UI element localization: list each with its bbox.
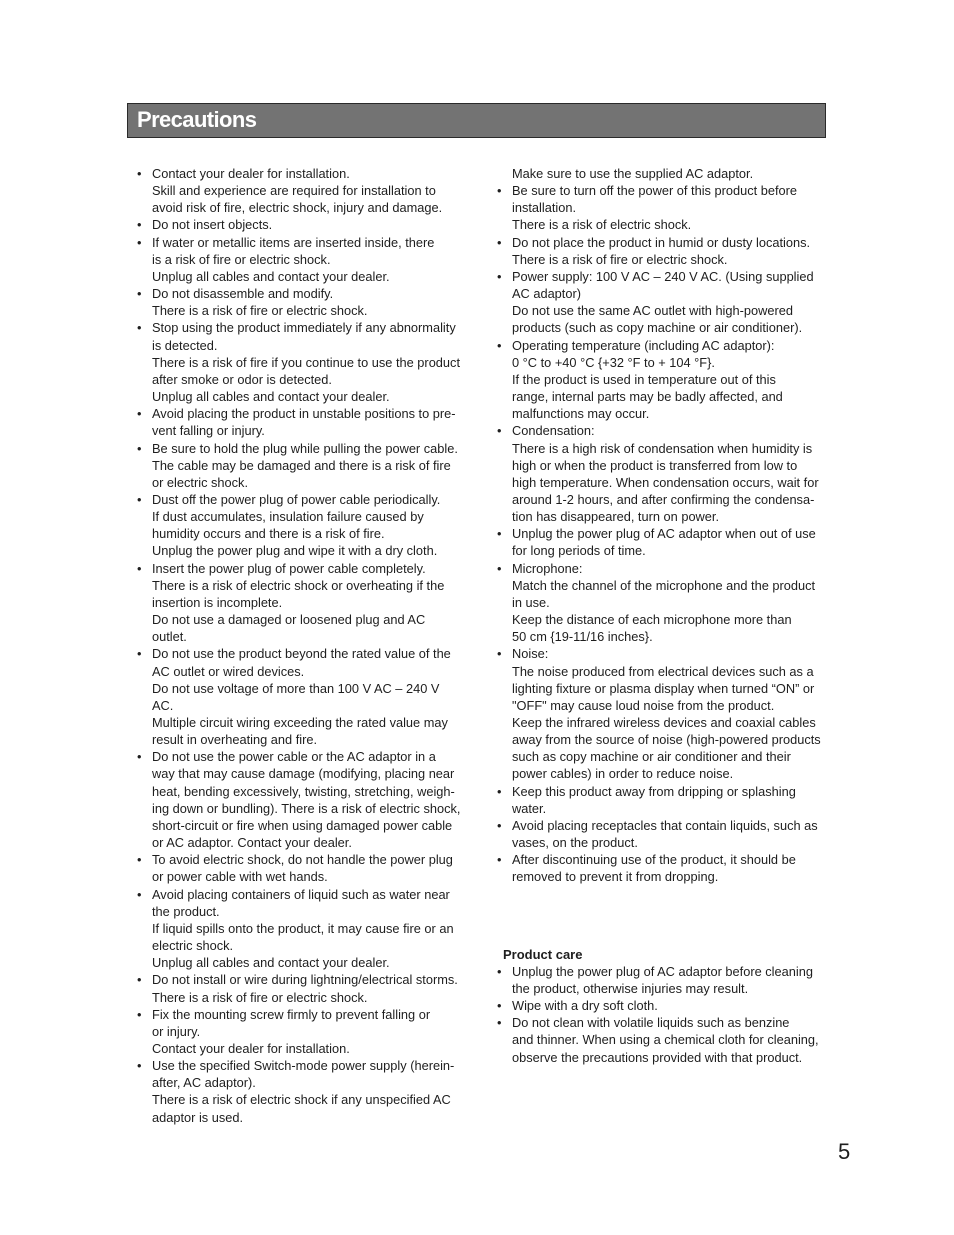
item-text-line: Be sure to hold the plug while pulling the power cable. bbox=[152, 440, 458, 456]
item-text-line: Avoid placing containers of liquid such as water near bbox=[152, 886, 450, 902]
item-text-line: Do not use a damaged or loosened plug and AC bbox=[152, 612, 426, 628]
item-text-line: After discontinuing use of the product, it should be bbox=[512, 852, 796, 868]
item-text-line: Operating temperature (including AC adaptor): bbox=[512, 337, 775, 353]
bullet: • bbox=[137, 852, 142, 868]
item-text-line: 0 °C to +40 °C {+32 °F to + 104 °F}. bbox=[512, 354, 715, 370]
item-text-line: There is a risk of electric shock if any unspecified AC bbox=[152, 1092, 451, 1108]
bullet: • bbox=[497, 423, 502, 439]
page-number: 5 bbox=[838, 1139, 851, 1164]
item-text-line: Do not use voltage of more than 100 V AC – 240 V bbox=[152, 680, 440, 696]
precaution-item bbox=[497, 234, 829, 268]
item-text-line: Insert the power plug of power cable completely. bbox=[152, 560, 426, 576]
bullet: • bbox=[497, 1015, 502, 1031]
item-text-line: malfunctions may occur. bbox=[512, 406, 650, 422]
section-header-bar bbox=[127, 103, 826, 138]
care-item bbox=[497, 963, 829, 997]
bullet: • bbox=[137, 972, 142, 988]
item-text-line: There is a risk of fire if you continue to use the product bbox=[152, 354, 460, 370]
item-text-line: installation. bbox=[512, 200, 577, 216]
item-text-line: If dust accumulates, insulation failure caused by bbox=[152, 509, 424, 525]
precaution-item bbox=[137, 1057, 467, 1126]
item-text-line: Dust off the power plug of power cable periodically. bbox=[152, 491, 441, 507]
item-text-line: Unplug the power plug and wipe it with a dry cloth. bbox=[152, 543, 438, 559]
precaution-item bbox=[497, 817, 829, 851]
item-text-line: adaptor is used. bbox=[152, 1109, 244, 1125]
item-text-line: Unplug all cables and contact your dealer. bbox=[152, 389, 390, 405]
bullet: • bbox=[137, 406, 142, 422]
item-text-line: Do not use the power cable or the AC adaptor in a bbox=[152, 749, 436, 765]
bullet: • bbox=[497, 560, 502, 576]
item-text-line: Match the channel of the microphone and the product bbox=[512, 577, 816, 593]
bullet: • bbox=[497, 998, 502, 1014]
bullet: • bbox=[497, 337, 502, 353]
precaution-item bbox=[137, 165, 467, 216]
bullet: • bbox=[497, 852, 502, 868]
precaution-item bbox=[497, 337, 829, 423]
item-text-line: The cable may be damaged and there is a risk of fire bbox=[152, 457, 451, 473]
item-text-line: ing down or bundling). There is a risk of electric shock, bbox=[152, 800, 461, 816]
item-text-line: tion has disappeared, turn on power. bbox=[512, 509, 720, 525]
item-text-line: vent falling or injury. bbox=[152, 423, 265, 439]
item-text-line: Wipe with a dry soft cloth. bbox=[512, 998, 658, 1014]
bullet: • bbox=[137, 1058, 142, 1074]
item-text-line: removed to prevent it from dropping. bbox=[512, 869, 719, 885]
precaution-item bbox=[497, 783, 829, 817]
care-item bbox=[497, 997, 829, 1014]
item-text-line: or power cable with wet hands. bbox=[152, 869, 328, 885]
item-text-line: Do not place the product in humid or dusty locations. bbox=[512, 234, 811, 250]
item-text-line: vases, on the product. bbox=[512, 835, 638, 851]
bullet: • bbox=[137, 491, 142, 507]
item-text-line: observe the precautions provided with that product. bbox=[512, 1049, 803, 1065]
item-text-line: such as copy machine or air conditioner and their bbox=[512, 749, 791, 765]
item-text-line: Avoid placing receptacles that contain liquids, such as bbox=[512, 817, 818, 833]
item-text-line: way that may cause damage (modifying, placing near bbox=[152, 766, 455, 782]
left-column bbox=[137, 165, 467, 1126]
item-text-line: result in overheating and fire. bbox=[152, 732, 318, 748]
item-text-line: There is a risk of fire or electric shock. bbox=[152, 303, 368, 319]
product-care-list bbox=[497, 963, 829, 1066]
item-text-line: There is a risk of electric shock or overheating if the bbox=[152, 577, 445, 593]
item-text-line: after, AC adaptor). bbox=[152, 1075, 256, 1091]
item-text-line: for long periods of time. bbox=[512, 543, 646, 559]
item-text-line: the product. bbox=[152, 903, 220, 919]
item-text-line: Multiple circuit wiring exceeding the rated value may bbox=[152, 715, 448, 730]
precaution-item bbox=[137, 405, 467, 439]
item-text-line: Power supply: 100 V AC – 240 V AC. (Using supplied bbox=[512, 268, 814, 284]
item-text-line: around 1-2 hours, and after confirming the condensa- bbox=[512, 491, 815, 507]
bullet: • bbox=[137, 440, 142, 456]
item-text-line: short-circuit or fire when using damaged power cable bbox=[152, 817, 453, 833]
precaution-item bbox=[497, 268, 829, 337]
bullet: • bbox=[137, 886, 142, 902]
bullet: • bbox=[137, 234, 142, 250]
item-text-line: water. bbox=[512, 800, 547, 816]
item-text-line: If the product is used in temperature out of this bbox=[512, 371, 776, 387]
item-text-line: or electric shock. bbox=[152, 474, 249, 490]
precaution-item bbox=[497, 851, 829, 885]
item-text-line: power cables) in order to reduce noise. bbox=[512, 766, 734, 782]
item-text-line: There is a risk of fire or electric shock. bbox=[152, 989, 368, 1005]
right-column bbox=[497, 165, 829, 1066]
item-text-line: There is a high risk of condensation when humidity is bbox=[512, 440, 813, 456]
item-text-line: Keep the distance of each microphone more than bbox=[512, 612, 792, 628]
precaution-item bbox=[137, 440, 467, 491]
precaution-item bbox=[137, 216, 467, 233]
precaution-item bbox=[137, 319, 467, 405]
bullet: • bbox=[497, 817, 502, 833]
precaution-item bbox=[137, 1006, 467, 1057]
continued-text: Make sure to use the supplied AC adaptor. bbox=[512, 166, 754, 181]
item-text-line: the product, otherwise injuries may result. bbox=[512, 980, 749, 996]
bullet: • bbox=[497, 183, 502, 199]
precaution-item bbox=[497, 560, 829, 646]
bullet: • bbox=[137, 749, 142, 765]
item-text-line: Be sure to turn off the power of this product before bbox=[512, 183, 798, 199]
item-text-line: high temperature. When condensation occurs, wait for bbox=[512, 474, 819, 490]
item-text-line: Do not clean with volatile liquids such as benzine bbox=[512, 1015, 790, 1031]
bullet: • bbox=[137, 320, 142, 336]
item-text-line: is a risk of fire or electric shock. bbox=[152, 251, 331, 267]
item-text-line: Fix the mounting screw firmly to prevent falling or bbox=[152, 1006, 431, 1022]
item-text-line: in use. bbox=[512, 594, 550, 610]
bullet: • bbox=[137, 646, 142, 662]
item-text-line: is detected. bbox=[152, 337, 218, 353]
item-text-line: outlet. bbox=[152, 629, 187, 645]
item-text-line: To avoid electric shock, do not handle the power plug bbox=[152, 852, 453, 868]
item-text-line: Unplug the power plug of AC adaptor when out of use bbox=[512, 526, 816, 542]
bullet: • bbox=[497, 268, 502, 284]
item-text-line: avoid risk of fire, electric shock, injury and damage. bbox=[152, 200, 443, 216]
item-text-line: Do not insert objects. bbox=[152, 217, 273, 233]
bullet: • bbox=[497, 646, 502, 662]
item-text-line: Keep this product away from dripping or splashing bbox=[512, 783, 796, 799]
item-text-line: The noise produced from electrical devices such as a bbox=[512, 663, 814, 679]
precaution-item bbox=[137, 234, 467, 285]
item-text-line: Contact your dealer for installation. bbox=[152, 166, 350, 181]
item-text-line: Unplug all cables and contact your dealer. bbox=[152, 268, 390, 284]
product-care-heading: Product care bbox=[503, 946, 583, 962]
item-text-line: If liquid spills onto the product, it may cause fire or an bbox=[152, 920, 454, 936]
precaution-item bbox=[137, 971, 467, 1005]
item-text-line: and thinner. When using a chemical cloth for cleaning, bbox=[512, 1032, 819, 1048]
item-text-line: There is a risk of electric shock. bbox=[512, 217, 692, 233]
precaution-item bbox=[497, 422, 829, 525]
precaution-item bbox=[497, 525, 829, 559]
item-text-line: Unplug the power plug of AC adaptor before cleaning bbox=[512, 963, 813, 979]
item-text-line: There is a risk of fire or electric shock. bbox=[512, 251, 728, 267]
bullet: • bbox=[137, 286, 142, 302]
item-text-line: Unplug all cables and contact your dealer. bbox=[152, 955, 390, 971]
item-text-line: lighting fixture or plasma display when turned “ON” or bbox=[512, 680, 815, 696]
item-text-line: products (such as copy machine or air conditioner). bbox=[512, 320, 803, 336]
item-text-line: Stop using the product immediately if any abnormality bbox=[152, 320, 456, 336]
precaution-item bbox=[137, 491, 467, 560]
bullet: • bbox=[497, 783, 502, 799]
item-text-line: Condensation: bbox=[512, 423, 595, 439]
precaution-item bbox=[137, 560, 467, 646]
precaution-item bbox=[137, 748, 467, 851]
item-text-line: Do not disassemble and modify. bbox=[152, 286, 334, 302]
precaution-item bbox=[137, 886, 467, 972]
bullet: • bbox=[137, 217, 142, 233]
bullet: • bbox=[497, 526, 502, 542]
item-text-line: humidity occurs and there is a risk of fire. bbox=[152, 526, 385, 542]
item-text-line: AC outlet or wired devices. bbox=[152, 663, 305, 679]
item-text-line: If water or metallic items are inserted inside, there bbox=[152, 234, 435, 250]
item-text-line: AC adaptor) bbox=[512, 286, 581, 302]
item-text-line: away from the source of noise (high-powered products bbox=[512, 732, 821, 748]
precaution-item bbox=[137, 645, 467, 748]
item-text-line: electric shock. bbox=[152, 938, 234, 954]
item-text-line: Skill and experience are required for installation to bbox=[152, 183, 436, 199]
care-item bbox=[497, 1014, 829, 1065]
item-text-line: Contact your dealer for installation. bbox=[152, 1040, 350, 1056]
item-text-line: AC. bbox=[152, 697, 174, 713]
item-text-line: Microphone: bbox=[512, 560, 583, 576]
item-text-line: range, internal parts may be badly affected, and bbox=[512, 389, 783, 405]
precaution-item bbox=[137, 285, 467, 319]
item-text-line: Do not install or wire during lightning/electrical storms. bbox=[152, 972, 458, 988]
item-text-line: Use the specified Switch-mode power supply (herein- bbox=[152, 1058, 455, 1074]
item-text-line: "OFF" may cause loud noise from the product. bbox=[512, 697, 775, 713]
bullet: • bbox=[497, 234, 502, 250]
bullet: • bbox=[137, 560, 142, 576]
item-text-line: or AC adaptor. Contact your dealer. bbox=[152, 835, 352, 851]
bullet: • bbox=[137, 1006, 142, 1022]
bullet: • bbox=[497, 963, 502, 979]
item-text-line: high or when the product is transferred from low to bbox=[512, 457, 798, 473]
item-text-line: Avoid placing the product in unstable positions to pre- bbox=[152, 406, 456, 422]
item-text-line: Do not use the same AC outlet with high-powered bbox=[512, 303, 793, 319]
spacer bbox=[497, 886, 829, 946]
bullet: • bbox=[137, 166, 142, 181]
item-text-line: insertion is incomplete. bbox=[152, 594, 283, 610]
item-text-line: 50 cm {19-11/16 inches}. bbox=[512, 629, 653, 645]
item-text-line: Keep the infrared wireless devices and coaxial cables bbox=[512, 715, 816, 730]
item-text-line: Noise: bbox=[512, 646, 549, 662]
item-text-line: heat, bending excessively, twisting, stretching, weigh- bbox=[152, 783, 455, 799]
right-column-list bbox=[497, 182, 829, 885]
precaution-item bbox=[497, 182, 829, 233]
precaution-item bbox=[137, 851, 467, 885]
item-text-line: after smoke or odor is detected. bbox=[152, 371, 332, 387]
item-text-line: or injury. bbox=[152, 1023, 201, 1039]
precaution-item bbox=[497, 645, 829, 782]
item-text-line: Do not use the product beyond the rated value of the bbox=[152, 646, 451, 662]
page-title: Precautions bbox=[137, 107, 257, 132]
